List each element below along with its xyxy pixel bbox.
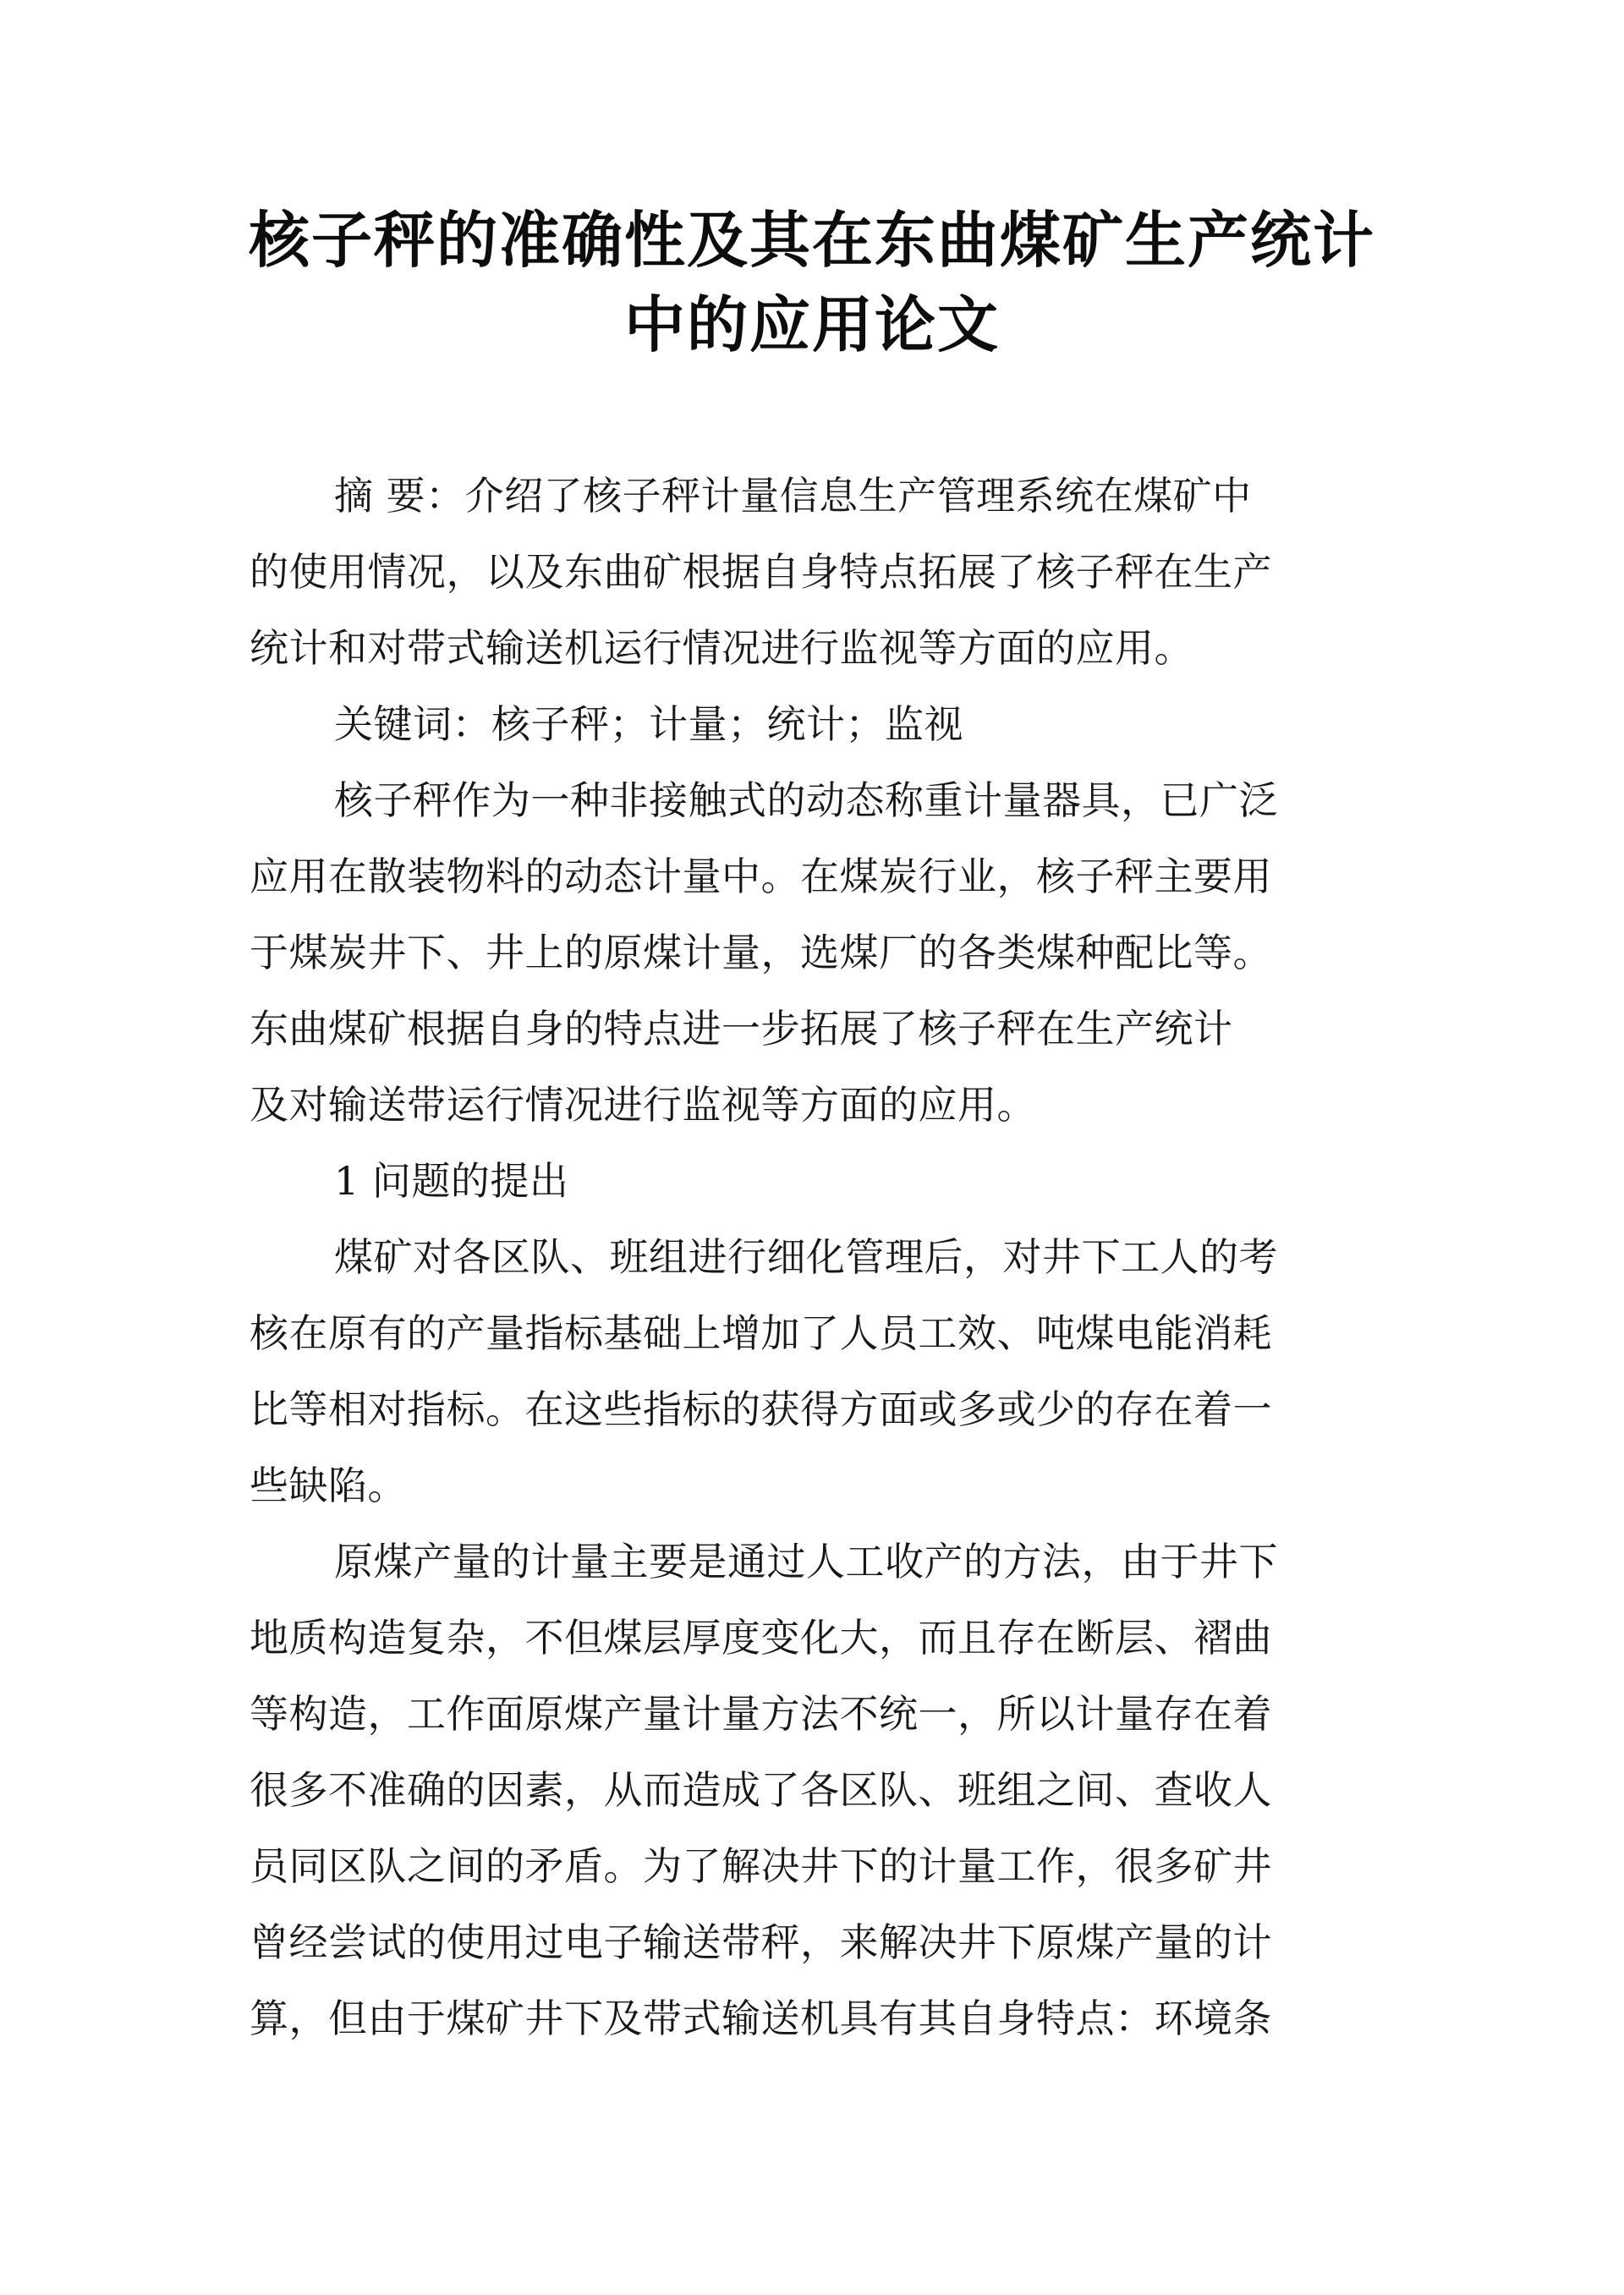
section-heading: 1 问题的提出 bbox=[334, 1158, 569, 1204]
body-line: 等构造，工作面原煤产量计量方法不统一，所以计量存在着 bbox=[250, 1691, 1272, 1737]
body-line: 核在原有的产量指标基础上增加了人员工效、吨煤电能消耗 bbox=[250, 1310, 1272, 1356]
intro-line: 核子秤作为一种非接触式的动态称重计量器具，已广泛 bbox=[334, 777, 1278, 823]
body-line: 很多不准确的因素，从而造成了各区队、班组之间、查收人 bbox=[250, 1767, 1272, 1813]
body-line: 算，但由于煤矿井下及带式输送机具有其自身特点：环境条 bbox=[250, 1996, 1272, 2041]
body-line: 员同区队之间的矛盾。为了解决井下的计量工作，很多矿井 bbox=[250, 1843, 1272, 1889]
body-line: 煤矿对各区队、班组进行细化管理后，对井下工人的考 bbox=[334, 1234, 1278, 1280]
intro-line: 于煤炭井下、井上的原煤计量，选煤厂的各类煤种配比等。 bbox=[250, 930, 1272, 975]
keywords-line: 关键词：核子秤；计量；统计；监视 bbox=[334, 701, 963, 747]
abstract-line: 摘 要：介绍了核子秤计量信息生产管理系统在煤矿中 bbox=[334, 473, 1252, 519]
body-line: 地质构造复杂，不但煤层厚度变化大，而且存在断层、褶曲 bbox=[250, 1615, 1272, 1661]
body-line: 原煤产量的计量主要是通过人工收产的方法，由于井下 bbox=[334, 1539, 1278, 1584]
intro-line: 东曲煤矿根据自身的特点进一步拓展了核子秤在生产统计 bbox=[250, 1006, 1233, 1051]
body-line: 些缺陷。 bbox=[250, 1463, 407, 1508]
body-line: 曾经尝试的使用过电子输送带秤，来解决井下原煤产量的计 bbox=[250, 1919, 1272, 1965]
document-title-line-1: 核子秤的准确性及其在东曲煤矿生产统计 bbox=[248, 205, 1375, 276]
intro-line: 应用在散装物料的动态计量中。在煤炭行业，核子秤主要用 bbox=[250, 854, 1272, 899]
abstract-line: 统计和对带式输送机运行情况进行监视等方面的应用。 bbox=[250, 625, 1193, 671]
document-title-line-2: 中的应用论文 bbox=[623, 289, 1000, 360]
intro-line: 及对输送带运行情况进行监视等方面的应用。 bbox=[250, 1082, 1036, 1128]
body-line: 比等相对指标。在这些指标的获得方面或多或少的存在着一 bbox=[250, 1386, 1272, 1432]
abstract-line: 的使用情况，以及东曲矿根据自身特点拓展了核子秤在生产 bbox=[250, 549, 1272, 595]
